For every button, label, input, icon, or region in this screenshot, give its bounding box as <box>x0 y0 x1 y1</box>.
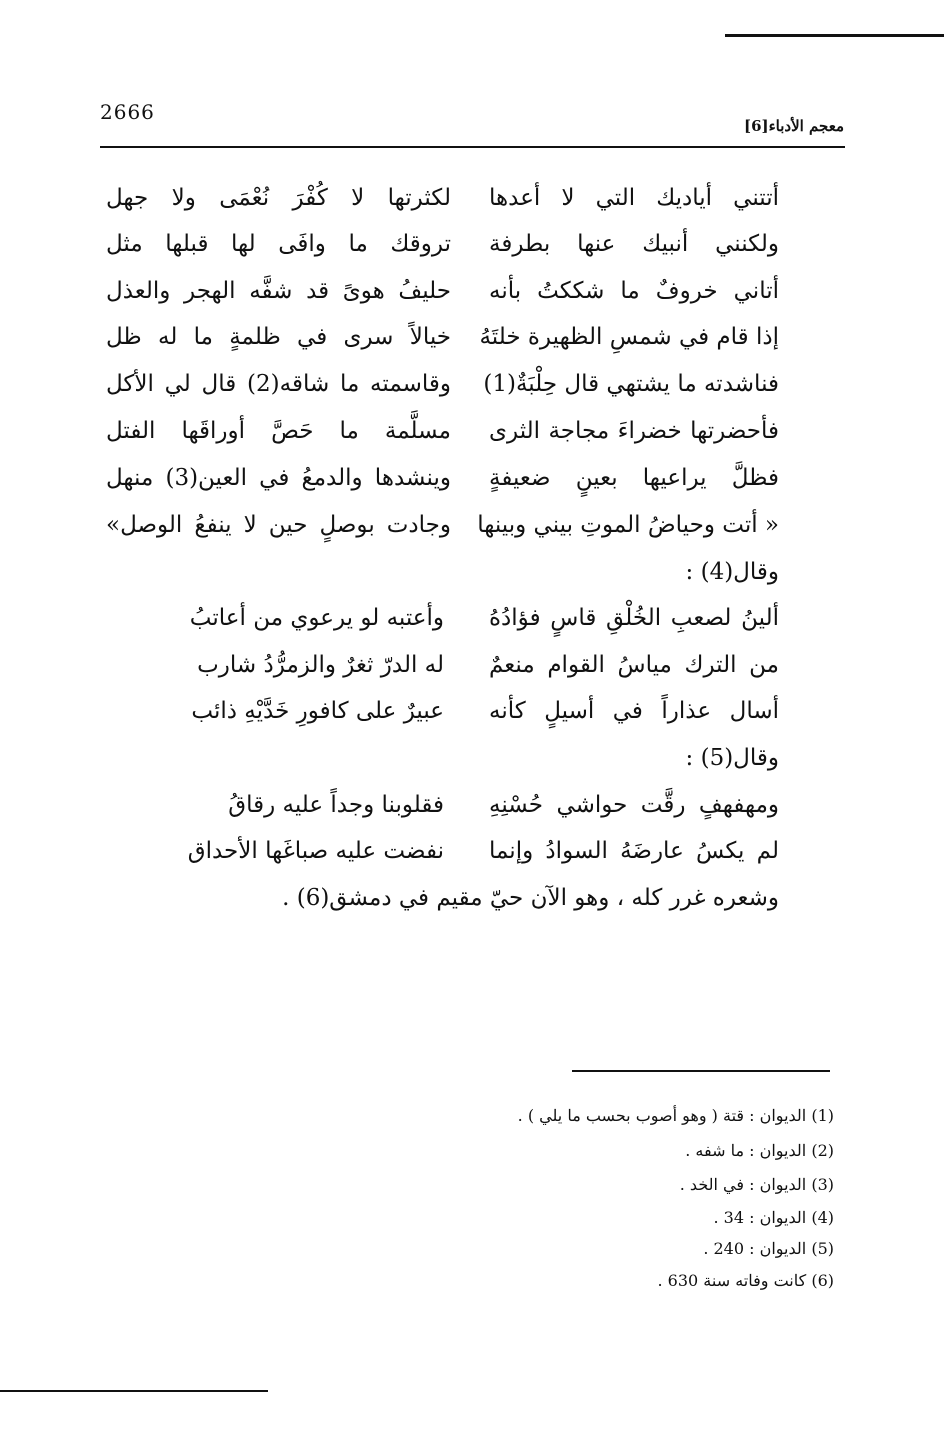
intro-poem-2: وقال(4) : <box>685 559 779 585</box>
verse-4-right: إذا قام في شمسِ الظهيرة خلتَهُ <box>479 324 779 350</box>
verse-11-right: أسال عذاراً في أسيلٍ كأنه <box>489 698 779 724</box>
verse-13-right: لم يكسُ عارضَهُ السوادُ وإنما <box>489 838 779 864</box>
running-title: معجم الأدباء[6] <box>743 117 844 135</box>
verse-11-left: عبيرٌ على كافورِ خَدَّيْهِ ذائب <box>191 698 444 724</box>
verse-2-right: ولكنني أنبيك عنها بطرفة <box>489 231 779 257</box>
verse-5-right: فناشدته ما يشتهي قال حِلْبَةٌ(1) <box>483 371 779 397</box>
footnote-1: (1) الديوان : قتة ( وهو أصوب بحسب ما يلي ) . <box>517 1106 834 1125</box>
header-rule <box>100 146 845 148</box>
verse-10-left: له الدرّ ثغرٌ والزمرُّدُ شارب <box>197 652 444 678</box>
top-right-rule <box>725 34 944 37</box>
verse-12-right: ومهفهفٍ رقَّت حواشي حُسْنِهِ <box>489 792 779 818</box>
verse-13-left: نفضت عليه صباغَها الأحداق <box>187 838 444 864</box>
footnote-2: (2) الديوان : ما شفه . <box>685 1141 834 1160</box>
verse-2-left: تروقك ما وافَى لها قبلها مثل <box>106 231 451 257</box>
verse-7-left: وينشدها والدمعُ في العين(3) منهل <box>106 465 451 491</box>
closing-line: وشعره غرر كله ، وهو الآن حيّ مقيم في دمشق(6) . <box>282 885 779 911</box>
verse-1-right: أتتني أياديك التي لا أعدها <box>489 185 779 211</box>
intro-poem-3: وقال(5) : <box>685 745 779 771</box>
footnote-5: (5) الديوان : 240 . <box>703 1239 834 1258</box>
footnote-6: (6) كانت وفاته سنة 630 . <box>657 1271 834 1290</box>
verse-12-left: فقلوبنا وجداً عليه رقاقُ <box>228 792 444 818</box>
verse-3-left: حليفُ هوىً قد شفَّه الهجر والعذل <box>106 278 451 304</box>
verse-7-right: فظلَّ يراعيها بعينٍ ضعيفةٍ <box>489 465 779 491</box>
bottom-left-rule <box>0 1390 268 1392</box>
verse-5-left: وقاسمته ما شاقه(2) قال لي الأكل <box>106 371 451 397</box>
footnote-3: (3) الديوان : في الخد . <box>679 1175 834 1194</box>
verse-6-left: مسلَّمة ما حَصَّ أوراقَها الفتل <box>106 418 451 444</box>
footnote-4: (4) الديوان : 34 . <box>713 1208 834 1227</box>
verse-6-right: فأحضرتها خضراءَ مجاجة الثرى <box>489 418 779 444</box>
verse-10-right: من الترك مياسُ القوام منعمٌ <box>489 652 779 678</box>
page-number: 2666 <box>100 100 155 124</box>
verse-9-right: ألينُ لصعبِ الخُلْقِ قاسٍ فؤادُهُ <box>489 605 779 631</box>
verse-1-left: لكثرتها لا كُفْرَ نُعْمَى ولا جهل <box>106 185 451 211</box>
verse-9-left: وأعتبه لو يرعوي من أعاتبُ <box>189 605 444 631</box>
footnote-separator <box>572 1070 830 1072</box>
verse-8-right: « أتت وحياضُ الموتِ بيني وبينها <box>477 512 779 538</box>
verse-3-right: أتاني خروفٌ ما شككتُ بأنه <box>489 278 779 304</box>
verse-4-left: خيالاً سرى في ظلمةٍ ما له ظل <box>106 324 451 350</box>
verse-8-left: وجادت بوصلٍ حين لا ينفعُ الوصل» <box>106 512 451 538</box>
